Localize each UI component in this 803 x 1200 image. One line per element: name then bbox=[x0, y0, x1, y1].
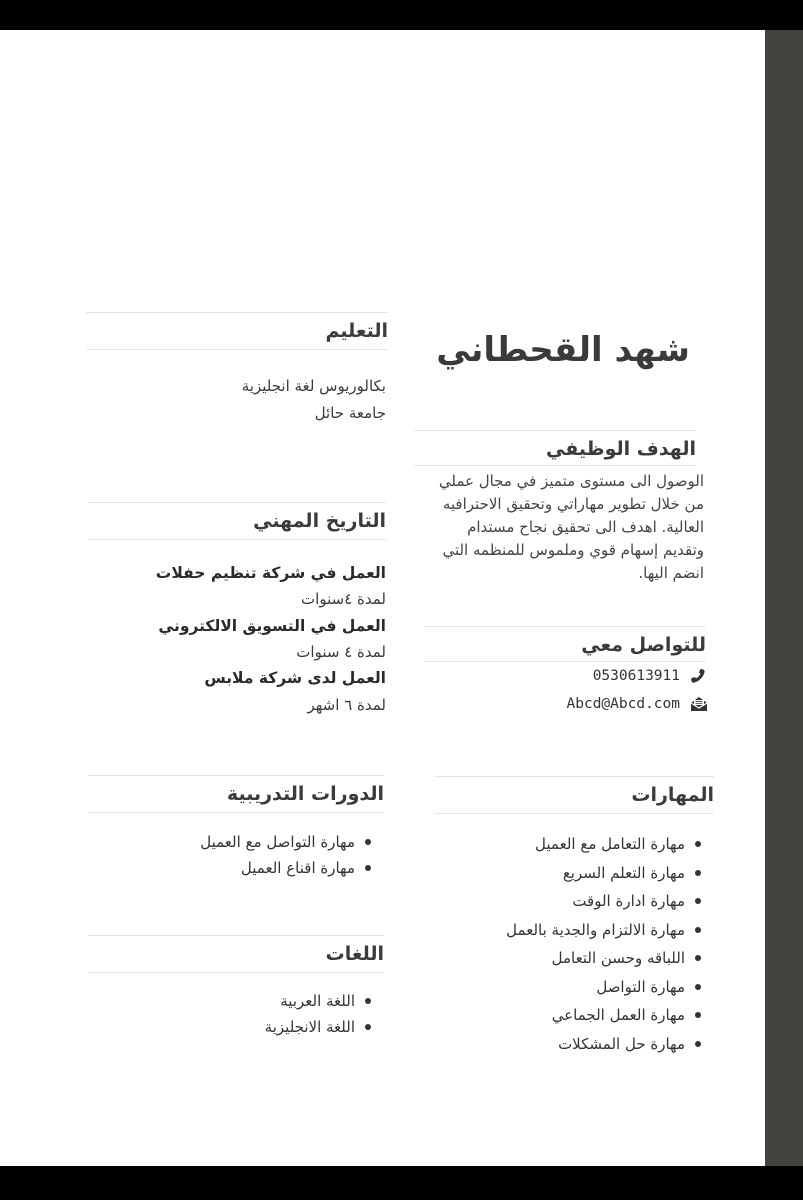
career-role: العمل في التسويق الالكتروني bbox=[158, 617, 386, 635]
skill-label: اللباقه وحسن التعامل bbox=[551, 949, 685, 967]
bullet-icon bbox=[695, 1012, 701, 1018]
screen-bottom-bar bbox=[0, 1166, 803, 1200]
course-label: مهارة التواصل مع العميل bbox=[200, 833, 355, 851]
bullet-icon bbox=[365, 865, 371, 871]
language-item bbox=[71, 988, 371, 1014]
objective-line: من خلال تطوير مهاراتي وتحقيق الاحترافيه bbox=[442, 495, 704, 513]
skill-label: مهارة حل المشكلات bbox=[558, 1034, 685, 1053]
skill-label: مهارة التعامل مع العميل bbox=[535, 835, 685, 853]
bullet-icon bbox=[365, 1024, 371, 1030]
skill-item bbox=[401, 1001, 701, 1030]
bullet-icon bbox=[365, 998, 371, 1004]
career-duration: لمدة ٤سنوات bbox=[301, 590, 386, 608]
objective-line: وتقديم إسهام قوي وملموس للمنظمه التي bbox=[442, 541, 704, 559]
bullet-icon bbox=[695, 898, 701, 904]
screen-top-bar bbox=[0, 0, 803, 30]
courses-list bbox=[71, 829, 371, 881]
skill-label: مهارة العمل الجماعي bbox=[551, 1006, 685, 1024]
courses-title: الدورات التدريبية bbox=[88, 775, 384, 813]
bullet-icon bbox=[695, 927, 701, 933]
education-degree: بكالوريوس لغة انجليزية bbox=[241, 377, 386, 395]
languages-title: اللغات bbox=[88, 935, 384, 973]
languages-list bbox=[71, 988, 371, 1040]
language-label: اللغة الانجليزية bbox=[264, 1018, 355, 1036]
skill-label: مهارة الالتزام والجدية بالعمل bbox=[506, 920, 685, 939]
education-university: جامعة حائل bbox=[314, 404, 386, 422]
skill-label: مهارة التعلم السريع bbox=[562, 863, 685, 882]
skill-item bbox=[401, 944, 701, 973]
course-label: مهارة اقناع العميل bbox=[240, 859, 355, 877]
phone-icon bbox=[690, 668, 706, 684]
career-title: التاريخ المهني bbox=[88, 502, 386, 540]
page-side-strip bbox=[765, 30, 803, 1166]
course-item bbox=[71, 855, 371, 881]
objective-line: الوصول الى مستوى متميز في مجال عملي bbox=[438, 472, 704, 490]
career-duration: لمدة ٤ سنوات bbox=[296, 643, 386, 661]
career-role: العمل لدى شركة ملابس bbox=[204, 669, 386, 687]
email-address: Abcd@Abcd.com bbox=[566, 696, 680, 712]
bullet-icon bbox=[695, 870, 701, 876]
language-item bbox=[71, 1014, 371, 1040]
contact-title: للتواصل معي bbox=[424, 626, 706, 662]
objective-line: العالية. اهدف الى تحقيق نجاح مستدام bbox=[467, 518, 704, 536]
skill-item bbox=[401, 916, 701, 945]
career-duration: لمدة ٦ اشهر bbox=[307, 696, 386, 714]
contact-phone-row bbox=[593, 668, 706, 684]
education-title: التعليم bbox=[86, 312, 388, 350]
skills-title: المهارات bbox=[434, 776, 714, 814]
skill-item bbox=[401, 887, 701, 916]
bullet-icon bbox=[695, 841, 701, 847]
envelope-icon bbox=[690, 696, 706, 712]
skill-item bbox=[401, 973, 701, 1002]
bullet-icon bbox=[365, 839, 371, 845]
skill-item bbox=[401, 1030, 701, 1059]
bullet-icon bbox=[695, 984, 701, 990]
bullet-icon bbox=[695, 1041, 701, 1047]
phone-number: 0530613911 bbox=[592, 668, 680, 684]
skill-label: مهارة التواصل bbox=[596, 977, 685, 996]
bullet-icon bbox=[695, 955, 701, 961]
language-label: اللغة العربية bbox=[280, 992, 355, 1010]
skill-item bbox=[401, 859, 701, 888]
career-role: العمل في شركة تنظيم حفلات bbox=[155, 564, 386, 582]
objective-line: انضم اليها. bbox=[638, 564, 704, 582]
objective-title: الهدف الوظيفي bbox=[414, 430, 696, 466]
course-item bbox=[71, 829, 371, 855]
person-name: شهد القحطاني bbox=[436, 330, 690, 370]
contact-email-row bbox=[567, 696, 707, 712]
skill-label: مهارة ادارة الوقت bbox=[572, 892, 685, 910]
skill-item bbox=[401, 830, 701, 859]
objective-text bbox=[404, 470, 704, 585]
skills-list bbox=[401, 830, 701, 1058]
